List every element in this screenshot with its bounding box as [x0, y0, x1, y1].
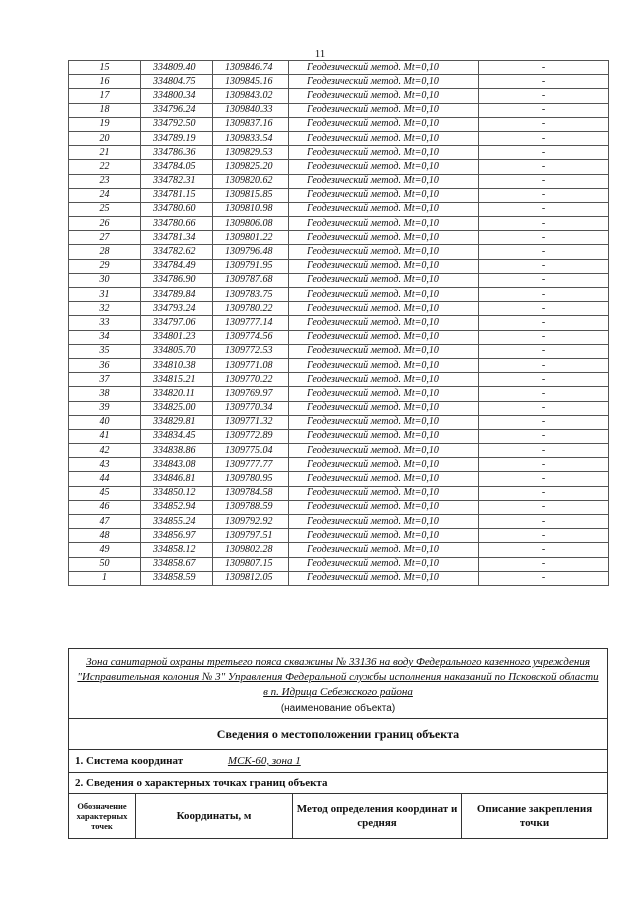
method-cell: Геодезический метод. Mt=0,10 [289, 188, 479, 202]
fixing-cell: - [479, 273, 609, 287]
coord-y-cell: 1309777.77 [213, 458, 289, 472]
point-number-cell: 47 [69, 515, 141, 529]
coord-x-cell: 334825.00 [141, 401, 213, 415]
coord-y-cell: 1309840.33 [213, 103, 289, 117]
coord-y-cell: 1309771.32 [213, 415, 289, 429]
table-row [69, 217, 609, 231]
coord-y-cell: 1309770.34 [213, 401, 289, 415]
coord-x-cell: 334843.08 [141, 458, 213, 472]
fixing-cell: - [479, 500, 609, 514]
point-number-cell: 46 [69, 500, 141, 514]
coord-x-cell: 334784.49 [141, 259, 213, 273]
table-row [69, 415, 609, 429]
fixing-cell: - [479, 458, 609, 472]
point-number-cell: 28 [69, 245, 141, 259]
coord-y-cell: 1309806.08 [213, 217, 289, 231]
coord-y-cell: 1309796.48 [213, 245, 289, 259]
coord-x-cell: 334858.12 [141, 543, 213, 557]
fixing-cell: - [479, 117, 609, 131]
coordinate-system-label: 1. Система координат [75, 755, 184, 767]
method-cell: Геодезический метод. Mt=0,10 [289, 103, 479, 117]
coord-x-cell: 334834.45 [141, 429, 213, 443]
point-number-cell: 22 [69, 160, 141, 174]
method-cell: Геодезический метод. Mt=0,10 [289, 146, 479, 160]
coord-x-cell: 334786.90 [141, 273, 213, 287]
fixing-cell: - [479, 103, 609, 117]
coord-x-cell: 334789.19 [141, 131, 213, 145]
coord-x-cell: 334856.97 [141, 529, 213, 543]
zone-caption: (наименование объекта) [280, 703, 396, 714]
header-method: Метод определения координат и средняя [293, 794, 462, 838]
table-row [69, 344, 609, 358]
fixing-cell: - [479, 288, 609, 302]
fixing-cell: - [479, 160, 609, 174]
method-cell: Геодезический метод. Mt=0,10 [289, 415, 479, 429]
fixing-cell: - [479, 543, 609, 557]
coordinates-table [68, 60, 609, 586]
point-number-cell: 18 [69, 103, 141, 117]
coord-x-cell: 334855.24 [141, 515, 213, 529]
point-number-cell: 15 [69, 61, 141, 75]
point-number-cell: 26 [69, 217, 141, 231]
method-cell: Геодезический метод. Mt=0,10 [289, 288, 479, 302]
method-cell: Геодезический метод. Mt=0,10 [289, 174, 479, 188]
coord-y-cell: 1309797.51 [213, 529, 289, 543]
table-row [69, 231, 609, 245]
table-row [69, 557, 609, 571]
method-cell: Геодезический метод. Mt=0,10 [289, 500, 479, 514]
method-cell: Геодезический метод. Mt=0,10 [289, 557, 479, 571]
fixing-cell: - [479, 415, 609, 429]
method-cell: Геодезический метод. Mt=0,10 [289, 330, 479, 344]
coord-y-cell: 1309810.98 [213, 202, 289, 216]
table-row [69, 288, 609, 302]
coordinate-system-row [69, 750, 607, 773]
coord-y-cell: 1309770.22 [213, 373, 289, 387]
coord-y-cell: 1309788.59 [213, 500, 289, 514]
fixing-cell: - [479, 259, 609, 273]
point-number-cell: 41 [69, 429, 141, 443]
coord-y-cell: 1309784.58 [213, 486, 289, 500]
coord-x-cell: 334797.06 [141, 316, 213, 330]
fixing-cell: - [479, 217, 609, 231]
table-row [69, 316, 609, 330]
point-number-cell: 42 [69, 444, 141, 458]
zone-name-block [69, 649, 607, 719]
method-cell: Геодезический метод. Mt=0,10 [289, 358, 479, 372]
coord-y-cell: 1309843.02 [213, 89, 289, 103]
coord-x-cell: 334858.67 [141, 557, 213, 571]
method-cell: Геодезический метод. Mt=0,10 [289, 387, 479, 401]
coord-y-cell: 1309792.92 [213, 515, 289, 529]
method-cell: Геодезический метод. Mt=0,10 [289, 117, 479, 131]
point-number-cell: 35 [69, 344, 141, 358]
zone-title: Зона санитарной охраны третьего пояса скважины № 33136 на воду Федерального казенного учреждения "Исправительная колония № 3" Управления Федеральной службы исполнения наказаний по Псковской области в п. Идрица Себежского района [77, 656, 599, 698]
point-number-cell: 19 [69, 117, 141, 131]
coord-x-cell: 334852.94 [141, 500, 213, 514]
point-number-cell: 50 [69, 557, 141, 571]
coord-x-cell: 334780.60 [141, 202, 213, 216]
fixing-cell: - [479, 472, 609, 486]
fixing-cell: - [479, 302, 609, 316]
coord-x-cell: 334820.11 [141, 387, 213, 401]
point-number-cell: 32 [69, 302, 141, 316]
method-cell: Геодезический метод. Mt=0,10 [289, 458, 479, 472]
method-cell: Геодезический метод. Mt=0,10 [289, 217, 479, 231]
table-row [69, 429, 609, 443]
table-row [69, 146, 609, 160]
point-number-cell: 36 [69, 358, 141, 372]
method-cell: Геодезический метод. Mt=0,10 [289, 571, 479, 585]
point-number-cell: 16 [69, 75, 141, 89]
coord-x-cell: 334782.31 [141, 174, 213, 188]
coord-x-cell: 334793.24 [141, 302, 213, 316]
coord-y-cell: 1309771.08 [213, 358, 289, 372]
fixing-cell: - [479, 344, 609, 358]
method-cell: Геодезический метод. Mt=0,10 [289, 529, 479, 543]
coord-y-cell: 1309837.16 [213, 117, 289, 131]
fixing-cell: - [479, 330, 609, 344]
method-cell: Геодезический метод. Mt=0,10 [289, 444, 479, 458]
method-cell: Геодезический метод. Mt=0,10 [289, 472, 479, 486]
fixing-cell: - [479, 358, 609, 372]
coord-y-cell: 1309845.16 [213, 75, 289, 89]
method-cell: Геодезический метод. Mt=0,10 [289, 486, 479, 500]
table-row [69, 89, 609, 103]
coord-x-cell: 334796.24 [141, 103, 213, 117]
table-row [69, 515, 609, 529]
coord-x-cell: 334815.21 [141, 373, 213, 387]
table-row [69, 500, 609, 514]
coord-x-cell: 334782.62 [141, 245, 213, 259]
method-cell: Геодезический метод. Mt=0,10 [289, 302, 479, 316]
coord-x-cell: 334850.12 [141, 486, 213, 500]
method-cell: Геодезический метод. Mt=0,10 [289, 515, 479, 529]
table-row [69, 330, 609, 344]
method-cell: Геодезический метод. Mt=0,10 [289, 273, 479, 287]
coord-y-cell: 1309772.53 [213, 344, 289, 358]
coord-x-cell: 334858.59 [141, 571, 213, 585]
fixing-cell: - [479, 529, 609, 543]
fixing-cell: - [479, 202, 609, 216]
fixing-cell: - [479, 387, 609, 401]
coord-x-cell: 334805.70 [141, 344, 213, 358]
coord-y-cell: 1309801.22 [213, 231, 289, 245]
table-row [69, 387, 609, 401]
point-number-cell: 33 [69, 316, 141, 330]
points-section-title: 2. Сведения о характерных точках границ объекта [69, 773, 607, 794]
coord-x-cell: 334800.34 [141, 89, 213, 103]
table-row [69, 444, 609, 458]
point-number-cell: 37 [69, 373, 141, 387]
header-designation: Обозначение характерных точек [69, 794, 136, 838]
point-number-cell: 29 [69, 259, 141, 273]
header-description: Описание закрепления точки [476, 803, 593, 829]
point-number-cell: 1 [69, 571, 141, 585]
point-number-cell: 43 [69, 458, 141, 472]
coord-x-cell: 334784.05 [141, 160, 213, 174]
header-coordinates: Координаты, м [136, 794, 293, 838]
coord-x-cell: 334846.81 [141, 472, 213, 486]
fixing-cell: - [479, 174, 609, 188]
point-number-cell: 44 [69, 472, 141, 486]
point-number-cell: 20 [69, 131, 141, 145]
coord-x-cell: 334809.40 [141, 61, 213, 75]
section-title: Сведения о местоположении границ объекта [69, 719, 607, 750]
fixing-cell: - [479, 401, 609, 415]
table-row [69, 543, 609, 557]
point-number-cell: 30 [69, 273, 141, 287]
fixing-cell: - [479, 515, 609, 529]
coord-y-cell: 1309825.20 [213, 160, 289, 174]
point-number-cell: 38 [69, 387, 141, 401]
method-cell: Геодезический метод. Mt=0,10 [289, 429, 479, 443]
coord-x-cell: 334786.36 [141, 146, 213, 160]
fixing-cell: - [479, 429, 609, 443]
coord-y-cell: 1309802.28 [213, 543, 289, 557]
point-number-cell: 45 [69, 486, 141, 500]
table-row [69, 401, 609, 415]
page-number: 11 [314, 48, 326, 60]
fixing-cell: - [479, 444, 609, 458]
table-row [69, 373, 609, 387]
coord-y-cell: 1309815.85 [213, 188, 289, 202]
fixing-cell: - [479, 373, 609, 387]
table-row [69, 75, 609, 89]
point-number-cell: 27 [69, 231, 141, 245]
coord-x-cell: 334781.15 [141, 188, 213, 202]
method-cell: Геодезический метод. Mt=0,10 [289, 160, 479, 174]
method-cell: Геодезический метод. Mt=0,10 [289, 401, 479, 415]
table-row [69, 273, 609, 287]
table-row [69, 486, 609, 500]
method-cell: Геодезический метод. Mt=0,10 [289, 75, 479, 89]
coord-x-cell: 334789.84 [141, 288, 213, 302]
coord-y-cell: 1309807.15 [213, 557, 289, 571]
method-cell: Геодезический метод. Mt=0,10 [289, 245, 479, 259]
coord-x-cell: 334810.38 [141, 358, 213, 372]
table-row [69, 571, 609, 585]
fixing-cell: - [479, 571, 609, 585]
coord-y-cell: 1309775.04 [213, 444, 289, 458]
coordinate-system-value: МСК-60, зона 1 [227, 755, 301, 767]
coord-x-cell: 334781.34 [141, 231, 213, 245]
coord-y-cell: 1309783.75 [213, 288, 289, 302]
fixing-cell: - [479, 146, 609, 160]
fixing-cell: - [479, 188, 609, 202]
point-number-cell: 24 [69, 188, 141, 202]
fixing-cell: - [479, 245, 609, 259]
method-cell: Геодезический метод. Mt=0,10 [289, 543, 479, 557]
table-row [69, 188, 609, 202]
coord-y-cell: 1309833.54 [213, 131, 289, 145]
fixing-cell: - [479, 89, 609, 103]
table-row [69, 245, 609, 259]
coord-x-cell: 334780.66 [141, 217, 213, 231]
coord-y-cell: 1309780.22 [213, 302, 289, 316]
point-number-cell: 34 [69, 330, 141, 344]
table-row [69, 117, 609, 131]
coord-y-cell: 1309829.53 [213, 146, 289, 160]
method-cell: Геодезический метод. Mt=0,10 [289, 259, 479, 273]
table-row [69, 458, 609, 472]
coord-y-cell: 1309777.14 [213, 316, 289, 330]
point-number-cell: 17 [69, 89, 141, 103]
coord-y-cell: 1309780.95 [213, 472, 289, 486]
point-number-cell: 40 [69, 415, 141, 429]
table-row [69, 472, 609, 486]
coord-x-cell: 334804.75 [141, 75, 213, 89]
point-number-cell: 31 [69, 288, 141, 302]
table-row [69, 259, 609, 273]
method-cell: Геодезический метод. Mt=0,10 [289, 202, 479, 216]
table-row [69, 529, 609, 543]
coord-y-cell: 1309846.74 [213, 61, 289, 75]
coord-x-cell: 334829.81 [141, 415, 213, 429]
method-cell: Геодезический метод. Mt=0,10 [289, 89, 479, 103]
coord-y-cell: 1309820.62 [213, 174, 289, 188]
coord-x-cell: 334801.23 [141, 330, 213, 344]
point-number-cell: 49 [69, 543, 141, 557]
method-cell: Геодезический метод. Mt=0,10 [289, 61, 479, 75]
coord-y-cell: 1309791.95 [213, 259, 289, 273]
method-cell: Геодезический метод. Mt=0,10 [289, 316, 479, 330]
points-table-header [69, 794, 607, 838]
coord-y-cell: 1309772.89 [213, 429, 289, 443]
table-row [69, 103, 609, 117]
coord-y-cell: 1309774.56 [213, 330, 289, 344]
fixing-cell: - [479, 131, 609, 145]
object-info-block [68, 648, 608, 839]
coord-x-cell: 334838.86 [141, 444, 213, 458]
table-row [69, 61, 609, 75]
point-number-cell: 21 [69, 146, 141, 160]
table-row [69, 302, 609, 316]
coord-y-cell: 1309769.97 [213, 387, 289, 401]
table-row [69, 160, 609, 174]
coord-y-cell: 1309787.68 [213, 273, 289, 287]
fixing-cell: - [479, 557, 609, 571]
point-number-cell: 23 [69, 174, 141, 188]
method-cell: Геодезический метод. Mt=0,10 [289, 131, 479, 145]
fixing-cell: - [479, 61, 609, 75]
coord-x-cell: 334792.50 [141, 117, 213, 131]
method-cell: Геодезический метод. Mt=0,10 [289, 231, 479, 245]
coord-y-cell: 1309812.05 [213, 571, 289, 585]
point-number-cell: 25 [69, 202, 141, 216]
point-number-cell: 39 [69, 401, 141, 415]
fixing-cell: - [479, 316, 609, 330]
fixing-cell: - [479, 486, 609, 500]
fixing-cell: - [479, 75, 609, 89]
table-row [69, 358, 609, 372]
point-number-cell: 48 [69, 529, 141, 543]
fixing-cell: - [479, 231, 609, 245]
method-cell: Геодезический метод. Mt=0,10 [289, 344, 479, 358]
table-row [69, 131, 609, 145]
table-row [69, 174, 609, 188]
table-row [69, 202, 609, 216]
method-cell: Геодезический метод. Mt=0,10 [289, 373, 479, 387]
